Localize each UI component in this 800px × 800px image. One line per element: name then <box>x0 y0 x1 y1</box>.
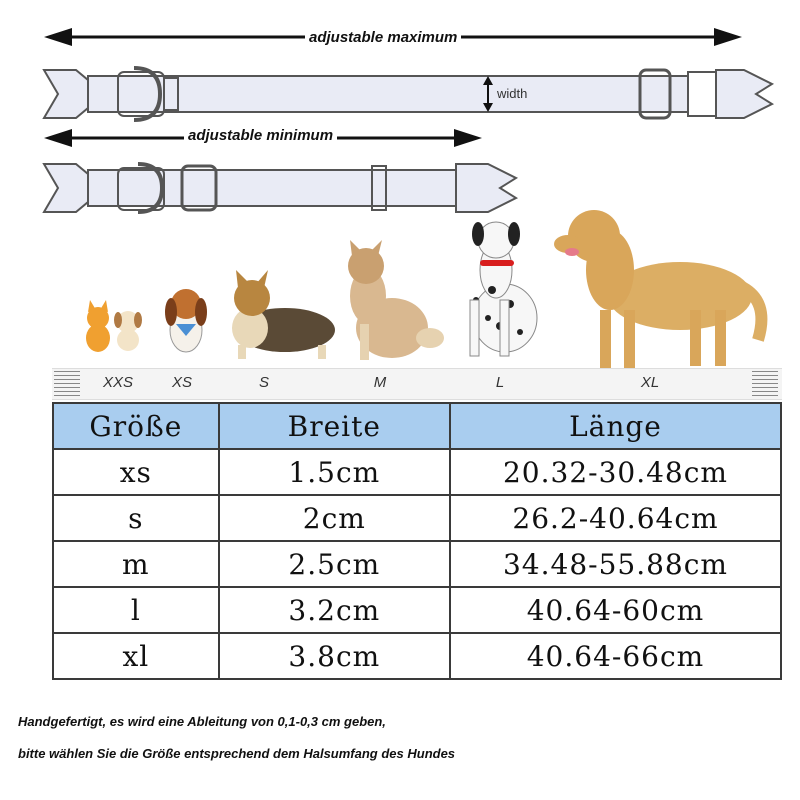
table-row <box>53 587 781 633</box>
size-label-xs: XS <box>171 374 192 391</box>
size-cell: s <box>53 495 219 541</box>
dog-size-illustration <box>0 200 800 375</box>
length-cell: 20.32-30.48cm <box>450 449 781 495</box>
width-cell: 3.2cm <box>219 587 450 633</box>
ruler-left-icon <box>54 371 80 397</box>
header-groesse: Größe <box>53 403 219 449</box>
size-table <box>52 402 782 680</box>
shiba-icon <box>348 240 444 360</box>
basset-icon <box>165 289 207 352</box>
size-label-s: S <box>258 374 269 391</box>
length-cell: 40.64-60cm <box>450 587 781 633</box>
note-handmade: Handgefertigt, es wird eine Ableitung von 0,1-0,3 cm geben, <box>18 714 386 729</box>
size-label-l: L <box>495 374 505 391</box>
adjustable-minimum-label: adjustable minimum <box>184 127 337 144</box>
length-cell: 40.64-66cm <box>450 633 781 679</box>
size-cell: xl <box>53 633 219 679</box>
size-label-xxs: XXS <box>102 374 133 391</box>
table-row <box>53 495 781 541</box>
table-row <box>53 633 781 679</box>
size-cell: xs <box>53 449 219 495</box>
width-cell: 2.5cm <box>219 541 450 587</box>
golden-retriever-icon <box>554 210 761 368</box>
dalmatian-icon <box>470 222 537 356</box>
adjustable-maximum-label: adjustable maximum <box>305 29 461 46</box>
length-cell: 26.2-40.64cm <box>450 495 781 541</box>
width-cell: 1.5cm <box>219 449 450 495</box>
table-row <box>53 449 781 495</box>
size-label-xl: XL <box>640 374 660 391</box>
table-row <box>53 541 781 587</box>
header-laenge: Länge <box>450 403 781 449</box>
length-cell: 34.48-55.88cm <box>450 541 781 587</box>
width-cell: 3.8cm <box>219 633 450 679</box>
size-cell: m <box>53 541 219 587</box>
width-label: width <box>497 86 528 101</box>
size-cell: l <box>53 587 219 633</box>
size-label-m: M <box>373 374 387 391</box>
table-header-row <box>53 403 781 449</box>
header-breite: Breite <box>219 403 450 449</box>
corgi-icon <box>232 270 335 359</box>
collar-maximum <box>44 68 772 120</box>
ruler-right-icon <box>752 371 778 397</box>
width-cell: 2cm <box>219 495 450 541</box>
kitten-puppy-icon <box>86 300 142 352</box>
note-choose-size: bitte wählen Sie die Größe entsprechend dem Halsumfang des Hundes <box>18 746 456 761</box>
